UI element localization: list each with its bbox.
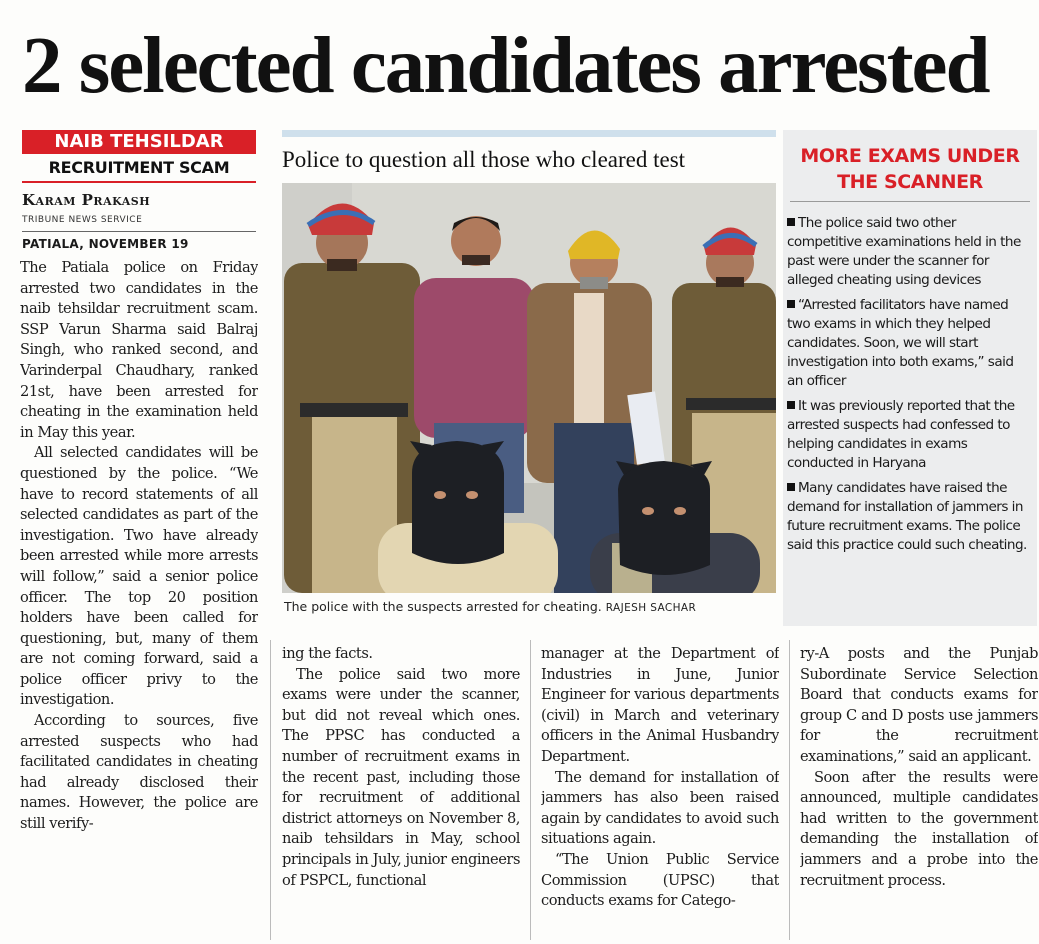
square-bullet-icon xyxy=(787,401,795,409)
sidebar-title-line: THE SCANNER xyxy=(837,171,983,193)
byline-author: Karam Prakash xyxy=(22,191,151,209)
sidebar-rule xyxy=(790,201,1030,202)
article-column-2 xyxy=(282,644,520,942)
paragraph: ing the facts. xyxy=(282,645,373,662)
byline-rule xyxy=(22,231,256,232)
sidebar-bullet: It was previously reported that the arrested suspects had confessed to helping candidates in exams conducted in Haryana xyxy=(787,398,1015,471)
photo-illustration xyxy=(282,183,776,593)
sidebar-bullet: “Arrested facilitators have named two exams in which they helped candidates. Soon, we will start investigation into both exams,” said an officer xyxy=(787,297,1014,389)
sidebar-title xyxy=(783,143,1037,195)
column-divider xyxy=(530,640,531,940)
sidebar-bullet: The police said two other competitive examinations held in the past were under the scanner for alleged cheating using devices xyxy=(787,215,1021,288)
article-column-1 xyxy=(20,258,258,942)
sidebar-title-line: MORE EXAMS UNDER xyxy=(800,145,1020,167)
caption-text: The police with the suspects arrested for cheating. xyxy=(284,599,602,614)
paragraph: All selected candidates will be questioned by the police. “We have to record statements of all selected candidates as part of the investigation. Two have already been arrested while more arrests will follow,” said a senior police officer. The top 20 position holders have been called for questioning, but, many of them are not coming forward, said a police officer privy to the investigation. xyxy=(20,444,258,709)
column-divider xyxy=(789,640,790,940)
square-bullet-icon xyxy=(787,483,795,491)
square-bullet-icon xyxy=(787,218,795,226)
kicker-rule xyxy=(22,181,256,183)
article-column-4 xyxy=(800,644,1038,942)
kicker-label: NAIB TEHSILDAR xyxy=(22,130,256,154)
byline-service: TRIBUNE NEWS SERVICE xyxy=(22,215,143,225)
sidebar-bullet-list xyxy=(787,214,1031,561)
paragraph: According to sources, five arrested suspects who had facilitated candidates in cheating had already disclosed their names. However, the police are still verify- xyxy=(20,712,258,833)
photo-credit: RAJESH SACHAR xyxy=(605,602,697,614)
paragraph: manager at the Department of Industries in June, Junior Engineer for various departments (civil) in March and veterinary officers in the Animal Husbandry Department. xyxy=(541,645,779,765)
kicker-sublabel: RECRUITMENT SCAM xyxy=(48,158,230,177)
news-photo xyxy=(282,183,776,593)
paragraph: “The Union Public Service Commission (UPSC) that conducts exams for Catego- xyxy=(541,850,779,910)
paragraph: ry-A posts and the Punjab Subordinate Service Selection Board that conducts exams for group C and D posts use jammers for the recruitment examinations,” said an applicant. xyxy=(800,645,1038,765)
paragraph: The demand for installation of jammers has also been raised again by candidates to avoid such situations again. xyxy=(541,768,779,848)
headline: 2 selected candidates arrested xyxy=(22,20,989,110)
dateline: PATIALA, NOVEMBER 19 xyxy=(22,237,189,251)
paragraph: The Patiala police on Friday arrested two candidates in the naib tehsildar recruitment scam. SSP Varun Sharma said Balraj Singh, who ranked second, and Varinderpal Chaudhary, ranked 21st, have been arrested for cheating in the examination held in May this year. xyxy=(20,259,258,441)
paragraph: The police said two more exams were under the scanner, but did not reveal which ones. The PPSC has conducted a number of recruitment exams in the recent past, including those for recruitment of additional district attorneys on November 8, naib tehsildars in May, school principals in July, junior engineers of PSPCL, functional xyxy=(282,665,520,889)
article-column-3 xyxy=(541,644,779,942)
photo-headline: Police to question all those who cleared test xyxy=(282,147,686,172)
paragraph: Soon after the results were announced, multiple candidates had written to the government demanding the installation of jammers and a probe into the recruitment process. xyxy=(800,768,1038,889)
photo-caption xyxy=(284,599,778,614)
photo-accent-bar xyxy=(282,130,776,137)
square-bullet-icon xyxy=(787,300,795,308)
sidebar-bullet: Many candidates have raised the demand for installation of jammers in future recruitment exams. The police said this practice could such cheating. xyxy=(787,480,1027,553)
column-divider xyxy=(270,640,271,940)
